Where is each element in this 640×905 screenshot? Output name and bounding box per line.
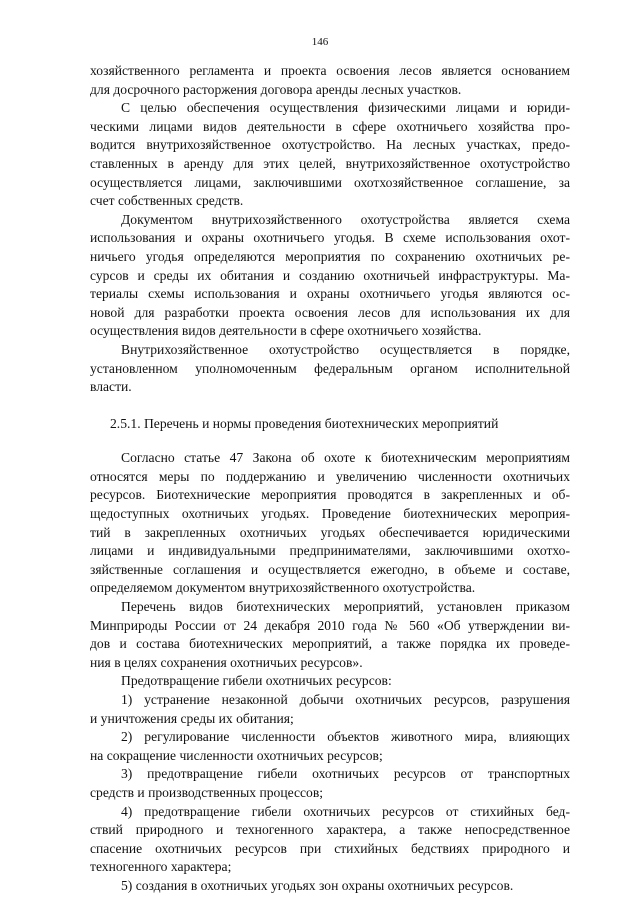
text-line: хозяйственного регламента и проекта освоения лесов является основанием (90, 63, 570, 78)
text-line: ния в целях сохранения охотничьих ресурсов». (90, 654, 363, 670)
text-line: осуществления видов деятельности в сфере охотничьего хозяйства. (90, 323, 482, 339)
text-line: 3) предотвращение гибели охотничьих ресурсов от транспортных (121, 766, 570, 782)
text-line: зяйственные соглашения и осуществляется ежегодно, в объеме и составе, (90, 561, 570, 577)
paragraph (90, 62, 570, 99)
paragraph (90, 211, 570, 341)
text-line: Минприроды России от 24 декабря 2010 года № 560 «Об утверждении ви- (90, 617, 570, 633)
section-before-heading (90, 62, 570, 397)
text-line: относятся меры по поддержанию и увеличению численности охотничьих (90, 468, 570, 484)
text-line: использования и охраны охотничьего угодья. В схеме использования охот- (90, 230, 570, 246)
paragraph (90, 449, 570, 598)
text-line: Документом внутрихозяйственного охотустройства является схема (121, 211, 570, 227)
text-line: техногенного характера; (90, 859, 232, 875)
text-line: 1) устранение незаконной добычи охотничьих ресурсов, разрушения (121, 692, 570, 707)
text-line: сурсов и среды их обитания и созданию охотничьей инфраструктуры. Ма- (90, 267, 570, 283)
text-line: лицами и индивидуальными предпринимателями, заключившими охотхо- (90, 543, 570, 559)
text-line: средств и производственных процессов; (90, 784, 324, 800)
section-heading: 2.5.1. Перечень и нормы проведения биотехнических мероприятий (110, 415, 499, 431)
text-line: на сокращение численности охотничьих ресурсов; (90, 747, 383, 763)
text-line: ческими лицами видов деятельности в сфере охотничьего хозяйства про- (90, 118, 570, 134)
text-line: дов и состава биотехнических мероприятий, а также порядка их проведе- (90, 636, 570, 652)
text-line: для досрочного расторжения договора аренды лесных участков. (90, 81, 462, 97)
text-line: определяемом документом внутрихозяйственного охотустройства. (90, 580, 476, 596)
text-line: водится внутрихозяйственное охотустройство. На лесных участках, предо- (90, 137, 570, 153)
paragraph (90, 99, 570, 211)
section-after-heading (90, 449, 570, 895)
text-line: Внутрихозяйственное охотустройство осуществляется в порядке, (121, 341, 570, 357)
text-line: Перечень видов биотехнических мероприятий, установлен приказом (121, 599, 570, 615)
paragraph (90, 877, 570, 896)
text-line: тий в закрепленных охотничьих угодьях обеспечивается юридическими (90, 524, 570, 540)
text-line: счет собственных средств. (90, 193, 244, 209)
document-body (90, 62, 570, 896)
paragraph (90, 672, 570, 691)
text-line: териалы схемы использования и охраны охотничьего угодья являются ос- (90, 286, 570, 302)
paragraph (90, 598, 570, 672)
text-line: ничьего угодья определяются мероприятия по сохранению охотничьих ре- (90, 248, 570, 264)
text-line: 2) регулирование численности объектов животного мира, влияющих (121, 729, 570, 745)
text-line: спасение охотничьих ресурсов при стихийных бедствиях природного и (90, 840, 570, 856)
text-line: Согласно статье 47 Закона об охоте к биотехническим мероприятиям (121, 450, 570, 466)
paragraph (90, 728, 570, 765)
text-line: установленном уполномоченным федеральным органом исполнительной (90, 360, 570, 376)
page-number: 146 (311, 36, 329, 48)
text-line: и уничтожения среды их обитания; (90, 710, 294, 726)
text-line: новой для разработки проекта освоения лесов для использования их для (90, 304, 570, 320)
text-line: 5) создания в охотничьих угодьях зон охраны охотничьих ресурсов. (121, 877, 514, 893)
paragraph (90, 691, 570, 728)
text-line: власти. (90, 379, 132, 395)
text-line: Предотвращение гибели охотничьих ресурсов: (121, 673, 392, 689)
text-line: 4) предотвращение гибели охотничьих ресурсов от стихийных бед- (121, 803, 570, 819)
paragraph (90, 341, 570, 397)
text-line: ресурсов. Биотехнические мероприятия проводятся в закрепленных и об- (90, 487, 570, 503)
text-line: осуществляется лицами, заключившими охотхозяйственное соглашение, за (90, 174, 570, 190)
paragraph (90, 803, 570, 877)
text-line: С целью обеспечения осуществления физическими лицами и юриди- (121, 100, 570, 116)
text-line: щедоступных охотничьих угодьях. Проведение биотехнических мероприя- (90, 506, 570, 522)
text-line: ставленных в аренду для этих целей, внутрихозяйственное охотустройство (90, 155, 570, 171)
text-line: ствий природного и техногенного характера, а также непосредственное (90, 822, 570, 838)
paragraph (90, 765, 570, 802)
